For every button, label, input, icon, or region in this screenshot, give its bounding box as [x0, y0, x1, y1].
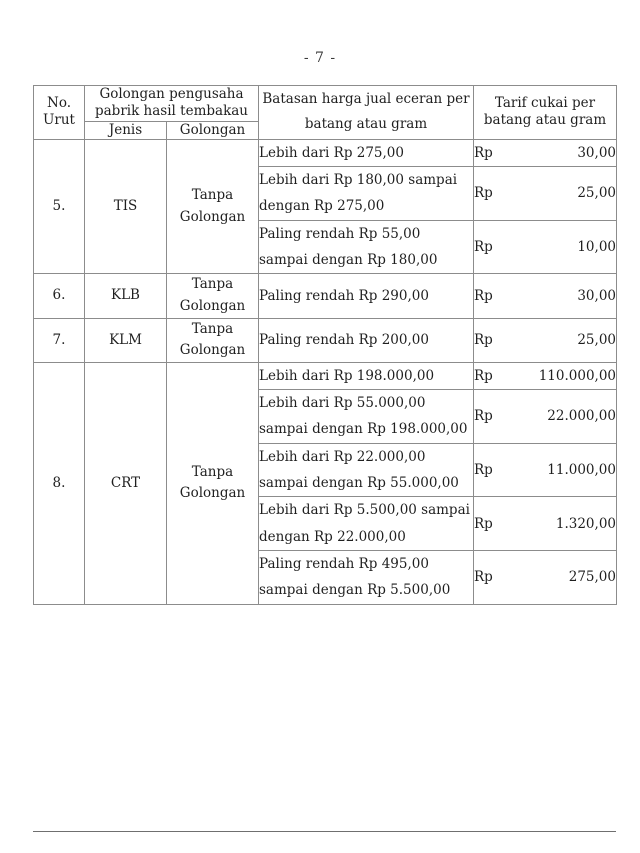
table-body [34, 139, 617, 604]
tarif-value: 11.000,00 [547, 461, 616, 478]
cell-tarif-cukai [474, 497, 617, 551]
cell-tarif-cukai [474, 550, 617, 604]
tarif-value: 30,00 [577, 287, 616, 304]
cell-tarif-cukai [474, 443, 617, 497]
header-no-urut-line1: No. [47, 95, 71, 112]
cell-batasan-harga: Lebih dari Rp 55.000,00 sampai dengan Rp 198.000,00 [259, 390, 474, 444]
table-row [34, 318, 617, 362]
table-row [34, 139, 617, 166]
tarif-currency: Rp [474, 408, 493, 425]
cell-batasan-harga: Lebih dari Rp 198.000,00 [259, 362, 474, 389]
cell-batasan-harga: Paling rendah Rp 55,00 sampai dengan Rp 180,00 [259, 220, 474, 274]
cell-tarif-cukai [474, 139, 617, 166]
cell-jenis: KLM [85, 318, 167, 362]
cell-jenis: CRT [85, 362, 167, 604]
tobacco-excise-tariff-table [33, 85, 617, 605]
tarif-value: 10,00 [577, 239, 616, 256]
tarif-value: 22.000,00 [547, 408, 616, 425]
tarif-currency: Rp [474, 461, 493, 478]
page-number: - 7 - [303, 50, 337, 66]
cell-no-urut: 5. [34, 139, 85, 274]
cell-batasan-harga: Lebih dari Rp 22.000,00 sampai dengan Rp 55.000,00 [259, 443, 474, 497]
header-jenis: Jenis [85, 121, 167, 139]
cell-batasan-harga: Paling rendah Rp 495,00 sampai dengan Rp 5.500,00 [259, 550, 474, 604]
header-batasan-harga: Batasan harga jual eceran per batang atau gram [259, 86, 474, 140]
cell-batasan-harga: Paling rendah Rp 200,00 [259, 318, 474, 362]
tarif-value: 25,00 [577, 332, 616, 349]
cell-golongan: Tanpa Golongan [167, 139, 259, 274]
cell-tarif-cukai [474, 318, 617, 362]
header-no-urut [34, 86, 85, 140]
cell-batasan-harga: Lebih dari Rp 275,00 [259, 139, 474, 166]
footer-divider [33, 831, 616, 832]
cell-jenis: TIS [85, 139, 167, 274]
tarif-currency: Rp [474, 332, 493, 349]
tarif-currency: Rp [474, 367, 493, 384]
header-golongan: Golongan [167, 121, 259, 139]
cell-batasan-harga: Lebih dari Rp 5.500,00 sampai dengan Rp 22.000,00 [259, 497, 474, 551]
tarif-value: 110.000,00 [538, 367, 616, 384]
cell-batasan-harga: Lebih dari Rp 180,00 sampai dengan Rp 275,00 [259, 167, 474, 221]
cell-tarif-cukai [474, 220, 617, 274]
cell-tarif-cukai [474, 362, 617, 389]
tarif-currency: Rp [474, 287, 493, 304]
cell-batasan-harga: Paling rendah Rp 290,00 [259, 274, 474, 318]
header-golongan-pengusaha: Golongan pengusaha pabrik hasil tembakau [85, 86, 259, 122]
tarif-value: 275,00 [568, 569, 616, 586]
header-tarif-cukai: Tarif cukai per batang atau gram [474, 86, 617, 140]
cell-no-urut: 7. [34, 318, 85, 362]
cell-no-urut: 8. [34, 362, 85, 604]
header-no-urut-line2: Urut [43, 112, 75, 129]
tarif-currency: Rp [474, 569, 493, 586]
cell-jenis: KLB [85, 274, 167, 318]
header-row-1 [34, 86, 617, 122]
cell-tarif-cukai [474, 274, 617, 318]
tarif-currency: Rp [474, 515, 493, 532]
table-row [34, 362, 617, 389]
cell-golongan: Tanpa Golongan [167, 318, 259, 362]
tarif-currency: Rp [474, 144, 493, 161]
tarif-value: 30,00 [577, 144, 616, 161]
cell-tarif-cukai [474, 390, 617, 444]
cell-golongan: Tanpa Golongan [167, 274, 259, 318]
tarif-value: 25,00 [577, 185, 616, 202]
cell-golongan: Tanpa Golongan [167, 362, 259, 604]
tarif-currency: Rp [474, 239, 493, 256]
tarif-value: 1.320,00 [555, 515, 616, 532]
cell-tarif-cukai [474, 167, 617, 221]
cell-no-urut: 6. [34, 274, 85, 318]
table-header [34, 86, 617, 140]
tarif-currency: Rp [474, 185, 493, 202]
table-row [34, 274, 617, 318]
